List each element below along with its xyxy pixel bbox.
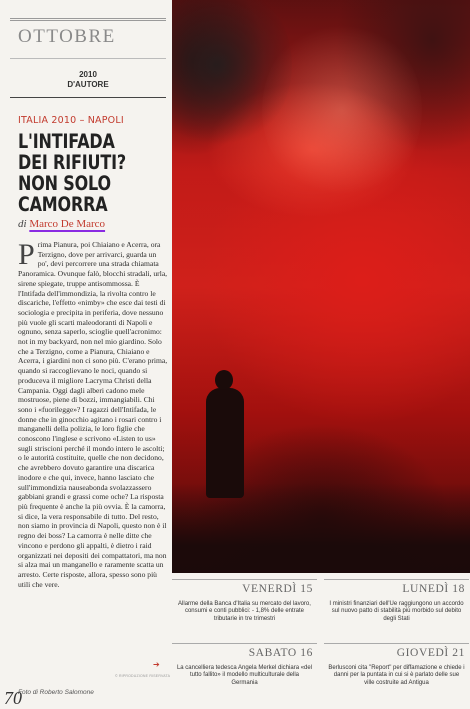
calendar-text: La cancelliera tedesca Angela Merkel dichiara «del tutto fallito» il modello multiculturale della Germania [176,665,313,686]
calendar-day: SABATO 16 [172,643,317,659]
calendar-text: Allarme della Banca d'Italia su mercato del lavoro, consumi e conti pubblici: - 1,8% delle entrate tributarie in tre trimestri [178,601,311,622]
end-mark-icon: ➔ [153,660,160,669]
smoke-photo [172,0,470,573]
series-year: 2010 [79,70,97,79]
calendar-entry [324,579,469,623]
series-divider [10,97,166,98]
article-body [18,240,168,589]
article-body-text: rima Pianura, poi Chiaiano e Acerra, ora Terzigno, dove per arrivarci, guarda un po', devi percorrere una strada chiamata Panoramica. Ovunque falò, blocchi stradali, urla, sirene spiegate, truppe antisommossa. È l'Intifada dell'immondizia, la rivolta contro le discariche, l'effetto «nimby» che esce dai testi di sociologia e precipita in periferia, dove nessuno più vuole gli scarti maleodoranti di Napoli e ognuno, senza saperlo, scioglie quell'acronimo: not in my backyard, non nel mio giardino. Solo che a Terzigno, come a Pianura, Chiaiano e Acerra, i giardini non ci sono più. C'erano prima, quando si raccoglievano le noci, quando si produceva il migliore Lacryma Christi della Campania. Oggi dagli alberi cadono mele mostruose, piene di bozzi, immangiabili. Chi sono i «fuorilegge»? I ragazzi dell'Intifada, le donne che in ginocchio agitano i rosari contro i manganelli della polizia, le loro figlie che conoscono l'inglese e scrivono «Listen to us» sugli striscioni perché il mondo intero le ascolti; o le autorità costituite, quelle che non decidono, che avrebbero dovuto garantire una discarica inodore e che qui, invece, hanno lasciato che sull'immondizia nauseabonda svolazzassero gabbiani grandi e grassi come oche? La risposta più frequente è anche la più ovvia. È la camorra, si dice, la vera responsabile di tutto. Del resto, non siamo in provincia di Napoli, questo non è il regno dei boss? La camorra è nelle ditte che vincono e perdono gli appalti, è dietro i raid organizzati nei depositi dei compattatori, ma non si alza mai un manganello e raramente scatta un arresto. Certe risposte, allora, spesso sono più utili che vere. [18,240,168,589]
article-kicker: ITALIA 2010 – NAPOLI [18,115,124,126]
series-name: D'AUTORE [67,80,109,89]
drop-cap: P [18,238,35,271]
byline-prefix: di [18,218,27,230]
photo-credit: Foto di Roberto Salomone [18,689,94,696]
month-label: OTTOBRE [18,26,116,47]
calendar-text: I ministri finanziari dell'Ue raggiungono un accordo sul nuovo patto di stabilità più morbido sul debito degli Stati [329,601,464,622]
news-calendar [172,573,470,709]
calendar-day: LUNEDÌ 18 [324,579,469,595]
month-header [10,18,166,52]
calendar-entry [324,643,469,687]
page-number: 70 [4,688,22,708]
calendar-day: GIOVEDÌ 21 [324,643,469,659]
calendar-day: VENERDÌ 15 [172,579,317,595]
calendar-text: Berlusconi cita "Report" per diffamazione e chiede i danni per la puntata in cui si è parlato delle sue ville costruite ad Antigua [328,665,465,686]
copyright-note: © RIPRODUZIONE RISERVATA [115,674,171,678]
calendar-entry [172,579,317,623]
series-label [10,70,166,90]
byline [18,218,105,230]
article-headline: L'INTIFADA DEI RIFIUTI? NON SOLO CAMORRA [18,130,126,216]
header-rule [10,58,166,59]
red-haze [262,20,422,200]
author-name: Marco De Marco [29,218,106,230]
silhouette-figure [200,370,250,490]
calendar-entry [172,643,317,687]
